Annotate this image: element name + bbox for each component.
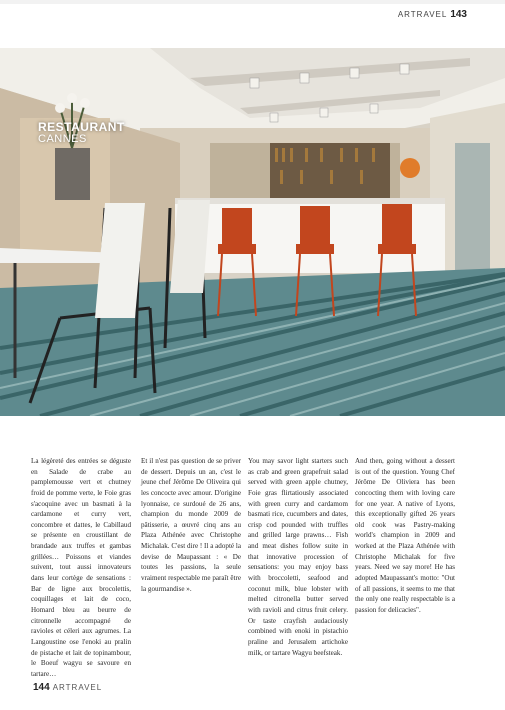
page-header [398,9,467,20]
label-city: CANNES [38,132,87,145]
column-french-2: Et il n'est pas question de se priver de dessert. Depuis un an, c'est le jeune chef Jérôme De Oliveira qui les concocte avec amour. D'origine lyonnaise, ce surdoué de 26 ans, champion du monde 2009 de pâtisserie, a œuvré cinq ans au Plaza Athénée avec Christophe Michalak. C'est dire ! Il a adopté la devise de Maupassant : « De toutes les passions, la seule vraiment respectable me paraît être la gourmandise ». [141,457,241,593]
footer-page-number: 144 [33,682,50,693]
page-footer [33,682,102,693]
page-number: 143 [450,9,467,20]
footer-magazine: ARTRAVEL [52,683,103,692]
restaurant-interior-illustration [0,48,505,416]
location-label [38,121,125,145]
restaurant-photo [0,48,505,416]
column-english-1: You may savor light starters such as crab and green grapefruit salad served with green apple chutney, Foie gras flirtatiously associated with green curry and cardamom basmati rice, cucumbers and dates, crisp cod pounded with truffles and grilled large prawns… Fish and meat dishes follow suite in that innovative procession of sensations: you may enjoy bass with broccoletti, seafood and coconut milk, blue lobster with melted citronella butter served with ravioli and citrus fruit celery. Or taste crayfish audaciously combined with enoki in pistachio praline and Jerusalem artichoke milk, or tartare Wagyu beefsteak. [248,457,348,657]
column-french-1: La légèreté des entrées se déguste en Salade de crabe au pamplemousse vert et chutney froid de pomme verte, le Foie gras s'acoquine avec un basmati à la cardamone et curry vert, concombre et dattes, le Cabillaud se présente en croustillant de brandade aux truffes et gambas grillées… Poissons et viandes suivent, tout aussi innovateurs dans leur cortège de sensations : Bar de ligne aux brocolettis, coquillages et lait de coco, Homard bleu au beurre de citronnelle accompagné de ravioles et céleri aux agrumes. La Langoustine ose l'enoki au pralin de pistache et lait de topinambour, le Boeuf wagyu se savoure en tartare… [31,457,131,678]
magazine-name: ARTRAVEL [397,10,448,19]
label-restaurant: RESTAURANT [38,120,125,134]
top-bar [0,0,505,4]
column-english-2: And then, going without a dessert is out of the question. Young Chef Jérôme De Oliviera has been concocting them with loving care for one year. A native of Lyons, this exceptionally gifted 26 years old cook was Pastry-making world's champion in 2009 and worked at the Plaza Athénée with Christophe Michalak for five years. Need we say more! He has adopted Maupassant's motto: "Out of all passions, it seems to me that the only one really respectable is a passion for delicacies". [355,457,455,614]
